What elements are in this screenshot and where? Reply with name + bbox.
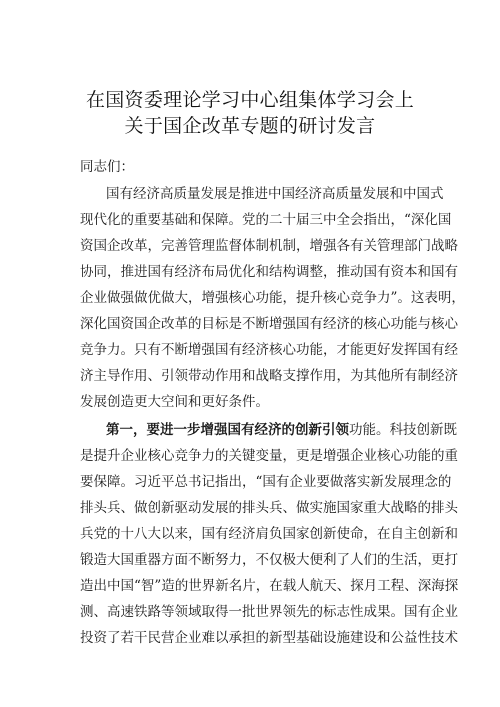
para2-bold-heading: 第一，要进一步增强国有经济的创新引领 [106,422,349,438]
para2-line-7: 造出中国“智”造的世界新名片，在载人航天、探月工程、深海探 [80,578,459,594]
para2-line-8: 测、高速铁路等领域取得一批世界领先的标志性成果。国有企业 [80,604,458,620]
document-title-line-2: 关于国企改革专题的研讨发言 [124,115,376,137]
para1-line-4: 协同，推进国有经济布局优化和结构调整，推动国有资本和国有 [80,264,458,280]
document-title-line-1: 在国资委理论学习中心组集体学习会上 [85,89,415,111]
para1-line-6: 深化国资国企改革的目标是不断增强国有经济的核心功能与核心 [80,316,458,332]
para1-line-8: 济主导作用、引领带动作用和战略支撑作用，为其他所有制经济 [80,368,458,384]
para1-line-3: 资国企改革，完善管理监督体制机制，增强各有关管理部门战略 [80,238,458,254]
para2-line-2: 是提升企业核心竞争力的关键变量，更是增强企业核心功能的重 [80,448,458,464]
para2-line-3: 要保障。习近平总书记指出，“国有企业要做落实新发展理念的 [80,474,452,490]
para2-line-9: 投资了若干民营企业难以承担的新型基础设施建设和公益性技术 [80,630,458,646]
para1-line-5: 企业做强做优做大，增强核心功能，提升核心竞争力”。这表明， [80,290,465,306]
para1-line-9: 发展创造更大空间和更好条件。 [80,394,269,410]
para2-line-4: 排头兵、做创新驱动发展的排头兵、做实施国家重大战略的排头 [80,500,458,516]
para2-line-6: 锻造大国重器方面不断努力，不仅极大便利了人们的生活，更打 [80,552,458,568]
para2-line-5: 兵党的十八大以来，国有经济肩负国家创新使命，在自主创新和 [80,526,458,542]
para1-line-1: 国有经济高质量发展是推进中国经济高质量发展和中国式 [106,186,444,202]
para1-line-2: 现代化的重要基础和保障。党的二十届三中全会指出，“深化国 [80,212,452,228]
greeting: 同志们： [80,159,134,175]
para2-first-rest: 功能。科技创新既 [349,422,457,438]
para1-line-7: 竞争力。只有不断增强国有经济核心功能，才能更好发挥国有经 [80,342,458,358]
para2-line-1 [106,420,476,440]
